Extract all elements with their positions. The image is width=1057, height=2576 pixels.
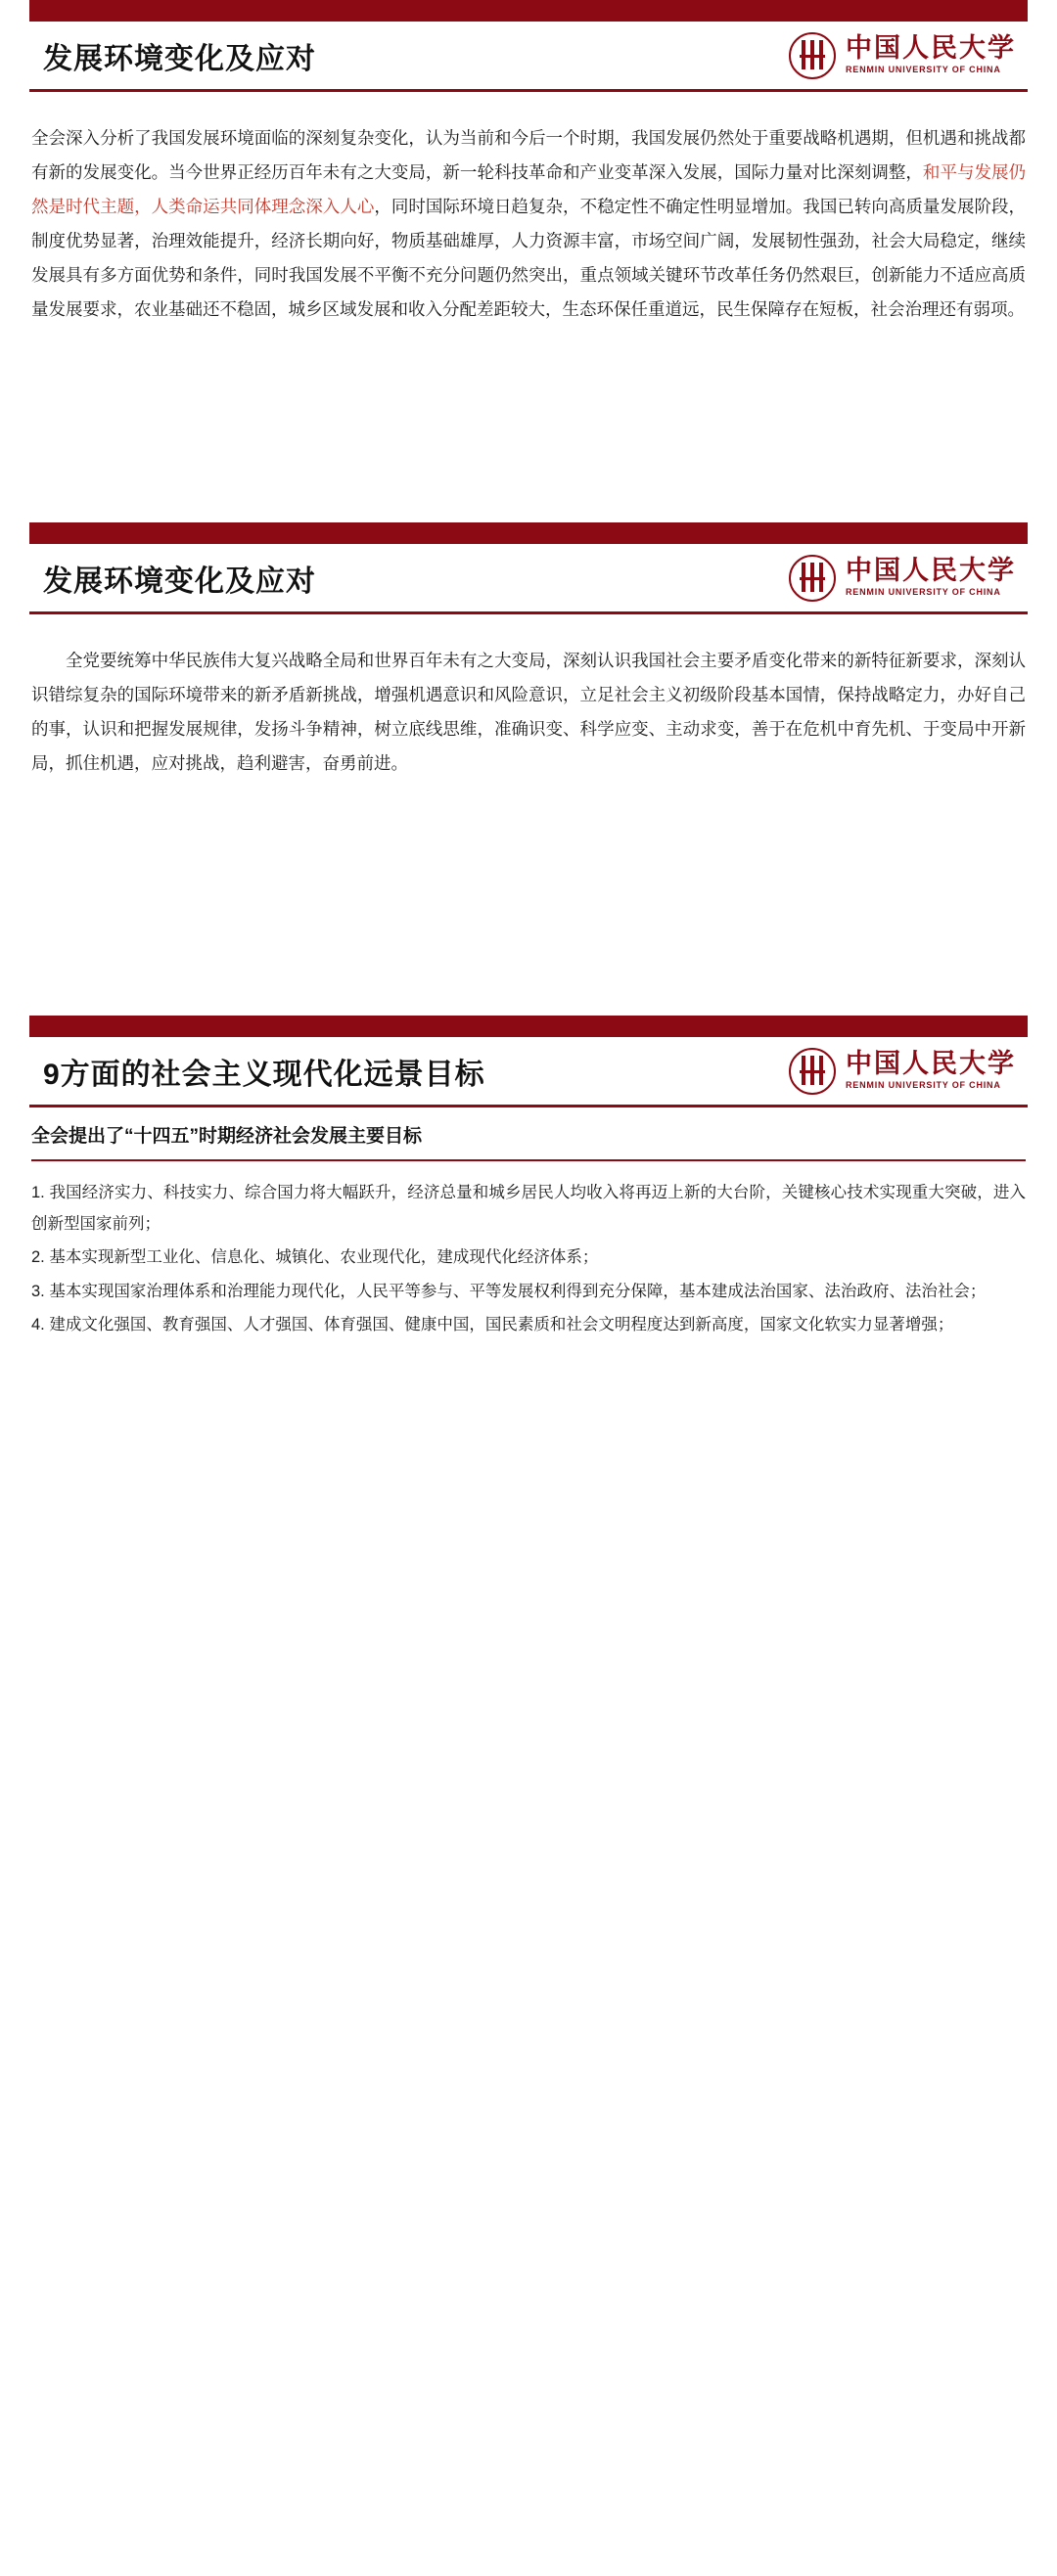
logo-english-name: RENMIN UNIVERSITY OF CHINA — [846, 65, 1001, 75]
slide-1-top-band — [29, 0, 1028, 22]
slide-3-subtitle: 全会提出了“十四五”时期经济社会发展主要目标 — [31, 1121, 1026, 1161]
slide-3-header — [29, 1037, 1028, 1107]
slide-1 — [0, 0, 1057, 522]
logo-english-name: RENMIN UNIVERSITY OF CHINA — [846, 1080, 1001, 1091]
university-logo — [789, 555, 1022, 602]
slide-2-top-band — [29, 522, 1028, 544]
text-segment: 全会深入分析了我国发展环境面临的深刻复杂变化，认为当前和今后一个时期，我国发展仍然处于重要战略机遇期，但机遇和挑战都有新的发展变化。当今世界正经历百年未有之大变局，新一轮科技革命和产业变革深入发展，国际力量对比深刻调整， — [31, 128, 1026, 182]
logo-text — [846, 1051, 1016, 1091]
slide-3-top-band — [29, 1016, 1028, 1037]
list-item: 2. 基本实现新型工业化、信息化、城镇化、农业现代化，建成现代化经济体系； — [31, 1248, 599, 1267]
slide-2-title: 发展环境变化及应对 — [43, 565, 316, 598]
renmin-university-seal-icon — [789, 555, 836, 602]
university-logo — [789, 32, 1022, 79]
slide-2-body — [31, 644, 1026, 781]
list-item: 4. 建成文化强国、教育强国、人才强国、体育强国、健康中国，国民素质和社会文明程度达到新高度，国家文化软实力显著增强； — [31, 1315, 954, 1333]
renmin-university-seal-icon — [789, 1048, 836, 1095]
slide-1-spacer — [0, 327, 1057, 522]
slide-2 — [0, 522, 1057, 1016]
text-segment: ，同时国际环境日趋复杂，不稳定性不确定性明显增加。我国已转向高质量发展阶段，制度优势显著，治理效能提升，经济长期向好，物质基础雄厚，人力资源丰富，市场空间广阔，发展韧性强劲，社会大局稳定，继续发展具有多方面优势和条件，同时我国发展不平衡不充分问题仍然突出，重点领域关键环节改革任务仍然艰巨，创新能力不适应高质量发展要求，农业基础还不稳固，城乡区域发展和收入分配差距较大，生态环保任重道远，民生保障存在短板，社会治理还有弱项。 — [31, 197, 1027, 319]
paragraph: 全党要统筹中华民族伟大复兴战略全局和世界百年未有之大变局，深刻认识我国社会主要矛盾变化带来的新特征新要求，深刻认识错综复杂的国际环境带来的新矛盾新挑战，增强机遇意识和风险意识，立足社会主义初级阶段基本国情，保持战略定力，办好自己的事，认识和把握发展规律，发扬斗争精神，树立底线思维，准确识变、科学应变、主动求变，善于在危机中育先机、于变局中开新局，抓住机遇，应对挑战，趋利避害，奋勇前进。 — [31, 651, 1026, 773]
logo-text — [846, 558, 1016, 598]
slide-2-spacer — [0, 781, 1057, 1016]
slide-3 — [0, 1016, 1057, 1548]
logo-chinese-name: 中国人民大学 — [846, 33, 1016, 65]
slide-1-body — [31, 121, 1026, 327]
logo-chinese-name: 中国人民大学 — [846, 1049, 1016, 1080]
logo-english-name: RENMIN UNIVERSITY OF CHINA — [846, 587, 1001, 598]
logo-chinese-name: 中国人民大学 — [846, 556, 1016, 587]
university-logo — [789, 1048, 1022, 1095]
highlighted-text-segment: 和平与发展仍然是时代主题，人类命运共同体理念深入人心 — [31, 162, 1027, 216]
slide-3-spacer — [0, 1342, 1057, 1548]
list-item: 1. 我国经济实力、科技实力、综合国力将大幅跃升，经济总量和城乡居民人均收入将再迈上新的大台阶，关键核心技术实现重大突破，进入创新型国家前列； — [31, 1184, 1026, 1234]
slide-1-header — [29, 22, 1028, 92]
goals-list — [31, 1177, 1026, 1340]
renmin-university-seal-icon — [789, 32, 836, 79]
list-item: 3. 基本实现国家治理体系和治理能力现代化，人民平等参与、平等发展权利得到充分保障，基本建成法治国家、法治政府、法治社会； — [31, 1282, 987, 1300]
slide-3-title: 9方面的社会主义现代化远景目标 — [43, 1058, 485, 1091]
slide-1-title: 发展环境变化及应对 — [43, 42, 316, 75]
logo-text — [846, 35, 1016, 75]
slide-2-header — [29, 544, 1028, 614]
paragraph — [31, 121, 1026, 327]
